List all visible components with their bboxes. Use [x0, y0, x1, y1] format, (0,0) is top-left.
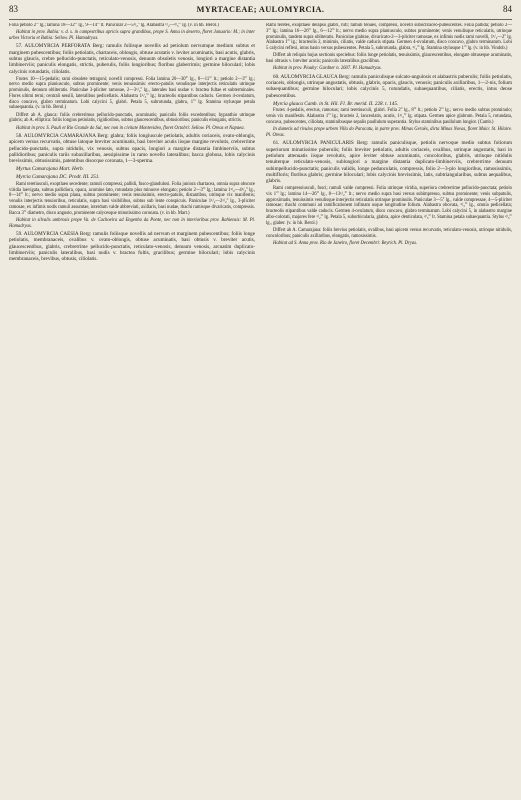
species-61-diagnosis: 61. AULOMYRCIA PANICULARIS Berg: ramulis paniculisque, petiolis nervoque medio subtus foliorum superiorum minutissime puberulis; foliis breviter petiolatis, adultis coriaceis, ovalibus, utrinque angustatis, basi in petiolum attenuatis iisque revolutis, apice leviter obtuse acuminatis, concoloribus, glabris, utrinque nitidulis tenuiterque reticulato-venosis, sublongiori a margine distantia duplicato-limbinerviis, crebrerrime denuum subimpellucido-punctatis; paniculis validis, longe pedunculatis, compressis, folio 2—3-plo longioribus, ramosissimis, multifloris; floribus glabris; germine biloculari; lobis calycinis brevissimis, latis, subtriangularibus, subtus aequalibus, glabris. [266, 140, 512, 185]
species-57-description: Frutex 10—15-pedalis; rami obsolete tetragoni; novelli compressi. Folia lamina 20—30''' lg., 8—11''' lt.; petiolo 2—3''' lg.; nervo medio supra planiusculo, subtus prominente; venis tenuissimis: erecto-patulis venulisque interjectis reticulatis utrinque prominulis, dennum obliteratis. Paniculae 3-pliciter ramosae, 2—3¹/₂'' lg., laterales basi nudae v. bractea fultae et subterminales. Flores ultimi terni; centrali sessili, lateralibus pedicellatis. Alabastra 1¹/₂''' lg.; bracteolis stipantibus caducis. Germen 4-ovulatum, disco concavo, glabro terminatum. Lobi calycini 5, glabri. Petala 5, subrotunda, glabra, 1''' lg. Stamina stylusque petala subaequantia. (v. in hb. Berol.) [9, 76, 255, 111]
header-rule [9, 19, 512, 20]
species-61-differt: Differt ab A. Camarajana: foliis brevius petiolatis, ovalibus, basi apicem versus recurvatis, reticulato-venosis, utrinque nitidulis, concoloribus; paniculis axillaribus, elongatis, ramosissimis. [266, 227, 512, 239]
text-columns [9, 23, 512, 791]
species-61-description: Rami compressiusculi, fusci; ramuli valde compressi. Folia utrinque viridia, superiora crebrerrime pellucido-punctata; petiolo vix 1''' lg.; lamina 14—26''' lg., 8—13¹/₂''' lt.; nervo medio supra basi versus subimpresso, subtus prominente; venis subpatulis, approximatis, tenuissimis venulisque interjectis reticulatis utrinque prominulis. Paniculae 3—5'' lg., valde compressae, 4—5-pliciter ramosae; rhachi communi ad ramificationem infimam usque longitudine folium. Alabastra obovata, ²/₃''' lg., omnia pedicellata; bracteolis stipantibus valde caducis. Germen 4-ovulatum, disco concavo, glabro terminatum. Lobi calycini 5, in alabastro margine albo-colorati, majores fere ¹/₂''' lg. Petala 5, suborbicularia, glabra, apice denticulata, ²/₃''' lt. Stamina petala subaequantia. Stylus ²/₃''' lg., glaber. (v. in hb. Berol.) [266, 186, 512, 226]
synonym: Myrtus Camarajana Mart. Herb. [16, 166, 84, 173]
species-59-diagnosis: 59. AULOMYRCIA CAESIA Berg: ramulis foliisque novellis ad nervum et marginem pubescentibus; foliis longe petiolatis, membranaceis, ovalibus v. ovato-oblongis, obtuse acuminatis, basi obtusis v. breviter acutis, glaucescentibus, glabris, crebrerrime pellucido-punctatis, reticulato-venosis, denuum venosis, arcuatim duplicato-limbinerviis; paniculis lateralibus, basi nudis v. bractea fultis, gracilibus; germine biloculari; lobis calycinis membranaceis, brevibus, obtusis, ciliolatis. [9, 231, 255, 263]
species-60-habitat: In dumetis ad rivulos prope urbem Villa do Paracatu, in parte prov. Minas Geraës, dicta Minas Novas, floret Maio: St. Hilaire. Pl. Oreas. [266, 127, 512, 139]
running-head [9, 4, 512, 18]
species-57-differt: Differt ab A. glauca: foliis crebrerimus pellucido-punctatis, acuminatis; paniculis foliis excedentibus; hypanthio utrinque glabris; ab A. elliptica: foliis longius petiolatis, rigidioribus, subtus glaucescentibus, obtusioribus; paniculis elongatis, strictis. [9, 112, 255, 124]
synonym: Myrcia Camarajana DC. Prodr. III. 251. [16, 174, 100, 181]
species-60-description: Frutex 4-pedalis, erectus, ramosus; rami teretiusculi, glabri. Folia 2'' lg., 8''' lt.; petiolo 2''' lg.; nervo medio subtus prominulo; venis vix manifestis. Alabastra 1''' lg.; bracteis 2, lanceolatis, acutis, 1¹/₂''' lg. stipata. Germen apice glabrum. Petala 5, rotundata, concava, pubescentes, ciliolata, staminibusque sepalis paullulum superantia. Stylus staminibus paullulum longior. (Camb.) [266, 108, 512, 125]
species-60-diagnosis: 60. AULOMYRCIA GLAUCA Berg: ramulis paniculisque sulcato-angulosis et alabastris puberulis; foliis petiolatis, coriaceis, oblongis, utrinque angustatis, obtusis, glabris, opacis, glaucis, venosis; paniculis axillaribus, 1—2-nis, folium subaequantibus; germine biloculari; lobis calycinis 5, rotundatis, subaequantibus, ciliatis, erectis, intus dense pubescentibus. [266, 73, 512, 99]
page-title: MYRTACEAE; AULOMYRCIA. [196, 5, 325, 14]
synonym: Myrcia glauca Camb. in St. Hil. Fl. Br. merid. II. 228. t. 145. [273, 100, 399, 107]
species-61-habitat: Habitat ad S. Anna prov. Rio de Janeiro, floret Decembri: Beyrich. Pl. Dryas. [273, 241, 418, 246]
species-58-habitat: Habitat in silvulis umbrosis prope Va. de Cachoeira ad Engenho da Ponte, nec non in interioribus prov. Bahiensis: M. Pl. Hamadryas. [9, 218, 255, 229]
page-number-left: 83 [9, 4, 18, 14]
species-59-habitat: Habitat in prov. Piauhy: Gardner n. 2607. Pl. Hamadryas. [273, 66, 382, 72]
species-59-description: Rami teretes, exoptlaeo delapso glabri, rufi; ramuli tenues, compressi, novelli subochraceo-pubescentes. Folia pallida; petiolo 2—3''' lg.; lamina 16—26''' lg., 6—12''' lt.; nervo medio supra planiusculo, subtus prominente; venis venulisque reticulatis, utrinque prominulis, tandem supra obliteratis. Paniculae glabrae, divaricato-2—3-pliciter ramosae, ex infimis nodis rami novelli, 1¹/₂—2'' lg. Alabastra 1''' lg.; bracteolis 2, minimis, ciliatis, valde caducis stipata. Germen 4-ovulatum, disco concavo, glabro terminatum. Lobi 5 calycini reflexi, intus basin versus pubescentes. Petala 5, subrotunda, glabra, ²/₃''' lg. Stamina stylusque 1''' lg. (v. in hb. Vindob.) [266, 23, 512, 51]
left-column [9, 23, 255, 791]
species-57-habitat: Habitat in prov. S. Pauli et Rio Grande do Sul, nec non in civitate Montevideo, floret Octobri: Sellow. Pl. Oreas et Napaea. [16, 125, 245, 131]
right-column [266, 23, 512, 791]
paragraph: Folia petiolo 2''' lg.; lamina 18—32''' lg., 9—14''' lt. Panicular 2—5¹/₂'' lg. Alabastra ¹/₂—²/₃''' lg. (v. in hb. Berol.) [9, 23, 219, 28]
habitat-note: Habitat in prov. Bahia: v. d. s. in campestribus apricis supra grandibus, prope S. Anna in deserto, floret Januario: M.; in inter urbes Victoria et Bahia: Sellow. Pl. Hamadryas. [9, 30, 255, 42]
species-58-diagnosis: 58. AULOMYRCIA CAMARAJANA Berg: glabra; foliis longiuscule petiolatis, adultis coriaceis, ovato-oblongis, apicem versus recurvatis, obtuse latoque breviter acuminatis, basi breviter acutis iisque margine revolutis, crebrerrime pellucido-punctatis, supra nitidulis, vix venosis, subtus opacis, longiori a margine distantia limbinerviis, subtus pallidioribus; paniculis rariis subaxillaribus, aessipissime in ramo novello lateralibus; bacca globosa, lobis calycinis brevissimis, obtusissimis, patentibus disocque coronata, 1—3-sperma. [9, 133, 255, 165]
species-58-description: Rami teretiusculi, exoptlaeo secedente; ramuli compressi, pallidi, fusco-glandulosi. Folia juniora chartacea, omnia supra obscure viridia laevigata, subtus pallidiora, opaca, acumine lato, rotundato plus minusve elongato; petiolo 2—3''' lg.; lamina 1¹/₂—4¹/₃'' lg., 8—14''' lt.; nervo medio supra plana, subtus prominente; venis tenuissimis, erecto-patulis, distantibus, utrinque vix manifestis; venulis interjectis tenuioribus, reticulatis, supra basi visibilibus, subtus sub lente conspicuis. Paniculae 1¹/₂—2¹/₂'' lg., 3-pliciter ramosae, ex infimis nodis ramuli assumtae, interdum valde abbreviati, axillaris, basi nudae, rhachi ramisque divaricatis, compressis. Bacca 3''' diametro, disco angusto, prominente calycesque minutissimo coronata. (v. in hb. Mart.) [9, 181, 255, 216]
species-57-diagnosis: 57. AULOMYRCIA PERFORATA Berg: ramulis foliisque novellis ad petiolum nervumque medium subtus et marginem pubescentibus; foliis petiolatis, chartaceis, oblongis, obtuse acutatis v. leviter acuminatis, basi acutis, glabris, subtus glaucis, crebre pellucido-punctatis, reticulato-venosis, denuum obsoletis venosis, longiori a margine distantia limbinerviis; paniculis elongatis, strictis, puberulis, foliis longioribus; floribus glaberrimis; germine biloculari; lobis calycinis rotundatis, ciliolatis. [9, 43, 255, 75]
page-number-right: 84 [503, 4, 512, 14]
species-59-differt: Differt ab reliquis hujus sectionis speciebus: foliis longe petiolatis, tenuissimis, glaucescentibus, elongate obtuseque acuminatis, basi obtusis v. breviter acutis; paniculis lateralibus gracilibus. [266, 53, 512, 65]
